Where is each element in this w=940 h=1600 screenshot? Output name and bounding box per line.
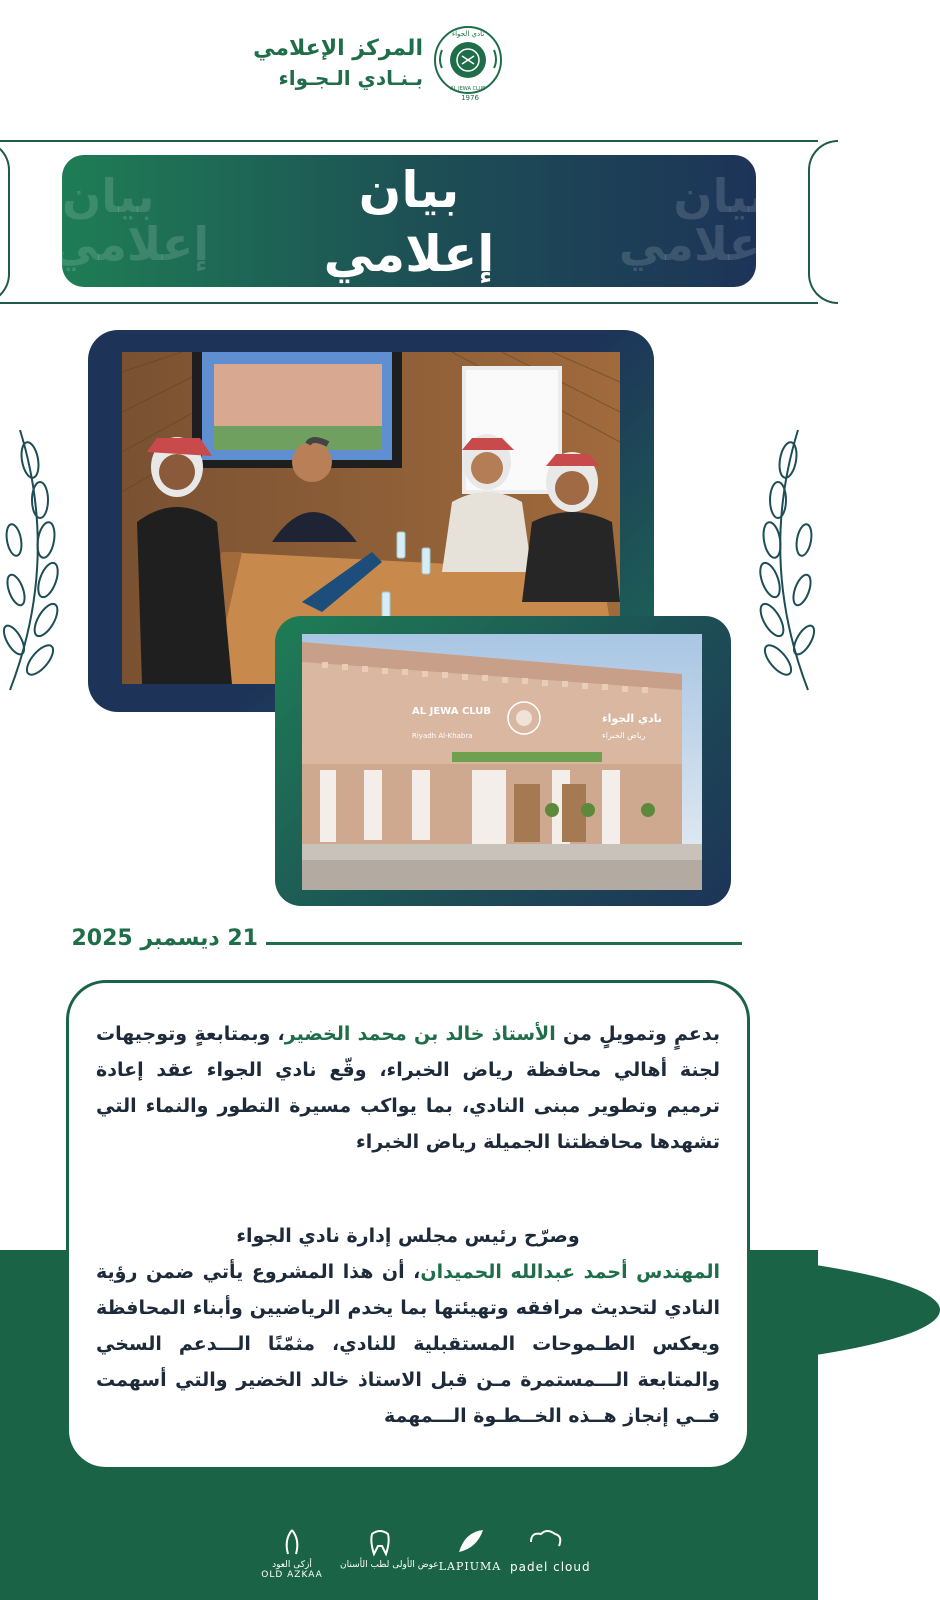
ghost-title-right-2: إعلامي — [618, 217, 776, 271]
sponsor-name-3: padel cloud — [510, 1560, 591, 1574]
sponsor-logo-dental — [340, 1528, 439, 1570]
laurel-right-icon — [748, 420, 818, 700]
sponsor-name-1: عوض الأولى لطب الأسنان — [340, 1560, 439, 1570]
club-emblem-icon — [432, 24, 504, 96]
media-center-subtitle: بـنـادي الـجـواء — [278, 66, 423, 90]
sponsor-logo-lapiuma — [430, 1528, 510, 1573]
building-render-photo — [302, 634, 702, 890]
building-sign-arabic: نادي الجواء — [602, 712, 662, 725]
sponsor-name-2: LAPIUMA — [438, 1560, 502, 1573]
sponsor-logo-old-azkaa — [252, 1528, 332, 1580]
tooth-icon — [368, 1528, 392, 1556]
sponsor-logo-padel-cloud — [510, 1528, 591, 1574]
club-founded: 1976 — [461, 94, 479, 102]
p2-chairman-name: المهندس أحمد عبدالله الحميدان — [420, 1261, 720, 1283]
ghost-title-right-1: بيان — [673, 169, 766, 223]
building-sign-latin: AL JEWA CLUB — [412, 706, 492, 717]
p1-prefix: بدعمٍ وتمويلٍ من — [555, 1023, 721, 1045]
laurel-left-icon — [0, 420, 70, 700]
date-divider — [266, 942, 742, 945]
club-arabic-name: نادي الجواء — [451, 30, 485, 38]
padel-cloud-icon — [525, 1528, 565, 1556]
statement-paragraph-1 — [96, 1016, 720, 1160]
publish-date: 21 ديسمبر 2025 — [71, 926, 258, 951]
sponsor-name-0: أزكى العود — [272, 1560, 312, 1570]
p1-rest: ، وبمتابعةٍ وتوجيهات لجنة أهالي محافظة رياض الخبراء، وقّع نادي الجواء عقد إعادة ترميم وتطوير مبنى النادي، بما يواكب مسيرة التطور والنماء التي تشهدها محافظتنا الجميلة رياض الخبراء — [96, 1023, 720, 1153]
feather-icon — [455, 1528, 485, 1556]
page-title-line1: بيان — [358, 161, 460, 219]
ghost-title-left-2: إعلامي — [52, 217, 210, 271]
page-title-line2: إعلامي — [323, 225, 495, 283]
page-title — [0, 158, 818, 286]
building-render-illustration — [302, 634, 702, 890]
p2-rest: ، أن هذا المشروع يأتي ضمن رؤية النادي لتحديث مرافقه وتهيئتها بما يخدم الرياضيين وأبناء المحافظة ويعكس الطـموحات المستقبلية للنادي، مثمّنًا الـــدعم السخي والمتابعة الـــمستمرة مـن قبل الاستاذ خالد الخضير والتي أسهمت فــي إنجاز هــذه الخــطـوة الـــمهمة — [96, 1261, 720, 1427]
statement-paragraph-2-heading: وصرّح رئيس مجلس إدارة نادي الجواء — [236, 1225, 580, 1247]
building-sign-arabic-sub: رياض الخبراء — [602, 731, 646, 740]
p1-sponsor-name: الأستاذ خالد بن محمد الخضير — [284, 1023, 556, 1045]
sponsor-latin-0: OLD AZKAA — [261, 1570, 323, 1580]
old-azkaa-icon — [280, 1528, 304, 1556]
ghost-title-left-1: بيان — [62, 169, 155, 223]
statement-paragraph-2 — [96, 1254, 720, 1434]
club-latin-name: AL JEWA CLUB — [450, 86, 486, 92]
media-center-title: المركز الإعلامي — [253, 36, 423, 61]
building-sign-latin-sub: Riyadh Al-Khabra — [412, 732, 473, 740]
